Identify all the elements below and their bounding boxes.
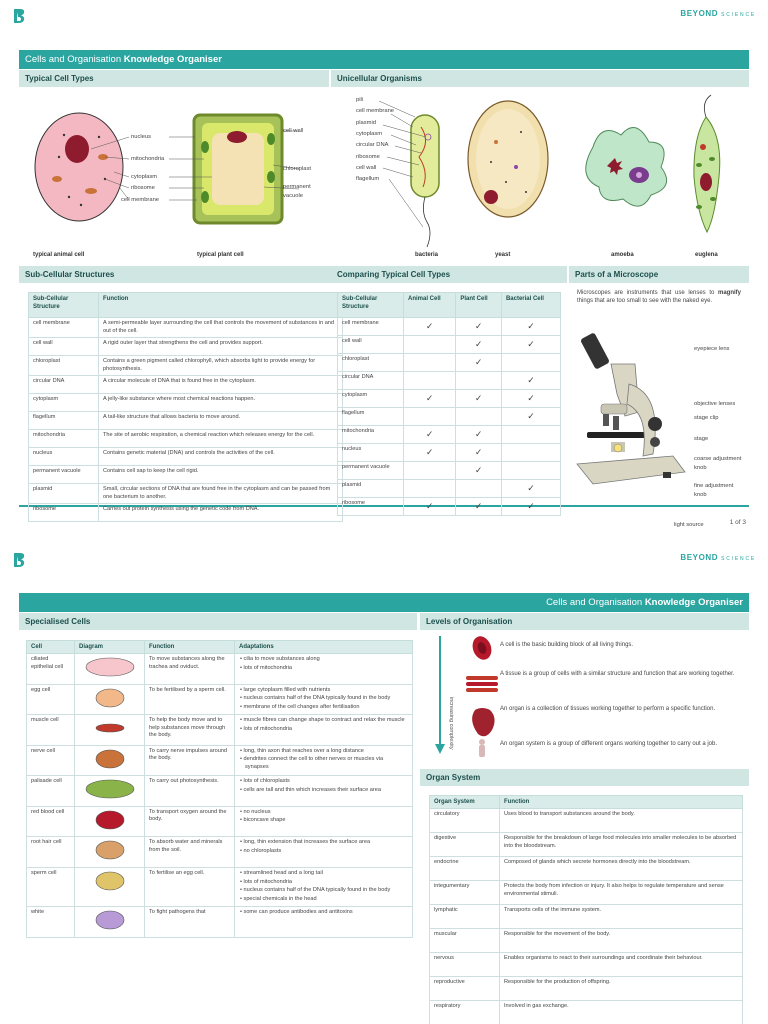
structure-name: ribosome (29, 504, 99, 522)
section-heading: Sub-Cellular Structures (19, 266, 349, 283)
cell-name: white (27, 907, 75, 938)
bacterial-tick: ✓ (501, 318, 560, 336)
structure-name: cell wall (29, 338, 99, 356)
cell-name: palisade cell (27, 776, 75, 807)
label-mitochondria: mitochondria (131, 156, 165, 162)
adaptation-item: • nucleus contains half of the DNA typically found in the body (239, 887, 408, 895)
organ-system-function: Responsible for the production of offspring. (500, 977, 743, 1001)
cell-diagram (75, 837, 145, 868)
animal-tick: ✓ (404, 390, 456, 408)
specialised-cells-section (19, 613, 417, 1024)
col-header: Function (99, 293, 343, 318)
structure-function: A jelly-like substance where most chemical reactions happen. (99, 394, 343, 412)
structure-name: permanent vacuole (338, 462, 404, 480)
cell-function: To fertilise an egg cell. (145, 868, 235, 907)
table-row (338, 444, 561, 462)
label-vacuole-2: vacuole (283, 193, 303, 199)
complexity-axis: increasing complexity (448, 697, 454, 750)
bacterial-tick: ✓ (501, 408, 560, 426)
animal-tick (404, 480, 456, 498)
adaptation-item: • large cytoplasm filled with nutrients (239, 687, 408, 695)
adaptation-list (239, 656, 408, 672)
adaptation-list (239, 748, 408, 772)
table-row (430, 857, 743, 881)
table-row (338, 498, 561, 516)
structure-name: circular DNA (338, 372, 404, 390)
table-row (27, 776, 413, 807)
label-coarse-adjustment: coarse adjustment (694, 456, 742, 462)
cell-adaptations (235, 654, 413, 685)
sub-cellular-table (28, 292, 343, 522)
adaptation-item: • cilia to move substances along (239, 656, 408, 664)
table-row (338, 480, 561, 498)
col-header: Bacterial Cell (501, 293, 560, 318)
structure-name: cell wall (338, 336, 404, 354)
label-cytoplasm: cytoplasm (131, 174, 158, 180)
structure-name: plasmid (29, 484, 99, 504)
bacterial-tick: ✓ (501, 390, 560, 408)
cell-name: sperm cell (27, 868, 75, 907)
table-row (29, 466, 343, 484)
organ-system-name: nervous (430, 953, 500, 977)
label-flagellum: flagellum (356, 176, 380, 182)
organ-system-section (420, 769, 749, 1024)
cell-adaptations (235, 684, 413, 715)
cell-diagram (75, 745, 145, 776)
plant-tick: ✓ (456, 462, 502, 480)
label-pili: pili (356, 97, 364, 103)
cell-function: To transport oxygen around the body. (145, 806, 235, 837)
structure-function: Contains genetic material (DNA) and controls the activities of the cell. (99, 448, 343, 466)
table-row (29, 504, 343, 522)
plant-tick (456, 480, 502, 498)
label-vacuole: permanent (283, 184, 311, 190)
cell-diagram-icon (82, 809, 138, 831)
structure-name: flagellum (338, 408, 404, 426)
table-row (338, 336, 561, 354)
table-row (338, 390, 561, 408)
cell-name: nerve cell (27, 745, 75, 776)
specialised-cells-table (26, 640, 413, 938)
adaptation-item: • long, thin extension that increases the surface area (239, 839, 408, 847)
adaptation-item: • cells are tall and thin which increases their surface area (239, 787, 408, 795)
table-row (338, 462, 561, 480)
cell-adaptations (235, 806, 413, 837)
cell-diagram (75, 654, 145, 685)
adaptation-item: • lots of mitochondria (239, 665, 408, 673)
table-row (29, 338, 343, 356)
adaptation-list (239, 839, 408, 855)
animal-tick: ✓ (404, 426, 456, 444)
table-row (338, 372, 561, 390)
comparing-cell-types-section (331, 266, 567, 512)
adaptation-item: • lots of mitochondria (239, 726, 408, 734)
structure-name: nucleus (29, 448, 99, 466)
animal-tick (404, 336, 456, 354)
organ-system-name: lymphatic (430, 905, 500, 929)
adaptation-item: • lots of chloroplasts (239, 778, 408, 786)
cell-adaptations (235, 837, 413, 868)
bacterial-tick (501, 462, 560, 480)
table-row (27, 806, 413, 837)
levels-of-organisation-section (420, 613, 749, 761)
section-heading: Parts of a Microscope (569, 266, 749, 283)
label-cell-membrane: cell membrane (356, 108, 395, 114)
table-row (430, 953, 743, 977)
col-header: Sub-Cellular Structure (29, 293, 99, 318)
caption-plant-cell: typical plant cell (197, 252, 244, 258)
label-ribosome: ribosome (131, 185, 155, 191)
structure-name: cytoplasm (338, 390, 404, 408)
adaptation-item: • biconcave shape (239, 817, 408, 825)
caption-bacteria: bacteria (415, 252, 439, 258)
table-row (27, 715, 413, 746)
organ-system-name: muscular (430, 929, 500, 953)
cell-diagram-icon (82, 748, 138, 770)
table-row (430, 977, 743, 1001)
page-header (0, 0, 768, 30)
adaptation-list (239, 809, 408, 825)
caption-animal-cell: typical animal cell (33, 252, 85, 258)
animal-tick (404, 462, 456, 480)
table-row (27, 745, 413, 776)
typical-cell-types-section (19, 70, 329, 264)
organ-system-function: Responsible for the movement of the body. (500, 929, 743, 953)
structure-name: circular DNA (29, 376, 99, 394)
cell-diagram (75, 806, 145, 837)
label-cell-wall: cell wall (356, 165, 377, 171)
caption-euglena: euglena (695, 252, 718, 258)
col-header: Sub-Cellular Structure (338, 293, 404, 318)
animal-plant-cell-diagram-icon (19, 87, 329, 263)
organ-system-function: Responsible for the breakdown of large food molecules into smaller molecules to be absorbed into the bloodstream. (500, 833, 743, 857)
caption-yeast: yeast (495, 252, 511, 258)
section-heading: Unicellular Organisms (331, 70, 749, 87)
animal-tick: ✓ (404, 318, 456, 336)
page-title: Cells and Organisation Knowledge Organiser (19, 50, 749, 69)
table-row (338, 354, 561, 372)
organ-system-name: circulatory (430, 809, 500, 833)
adaptation-item: • lots of mitochondria (239, 879, 408, 887)
organ-system-name: digestive (430, 833, 500, 857)
adaptation-item: • streamlined head and a long tail (239, 870, 408, 878)
structure-function: Contains a green pigment called chlorophyll, which absorbs light to provide energy for photosynthesis. (99, 356, 343, 376)
table-row (430, 833, 743, 857)
level-tissue: A tissue is a group of cells with a similar structure and function that are working together. (500, 671, 735, 677)
col-header: Animal Cell (404, 293, 456, 318)
plant-tick (456, 408, 502, 426)
label-chloroplast: chloroplast (283, 166, 312, 172)
structure-function: A semi-permeable layer surrounding the cell that controls the movement of substances in and out of the cell. (99, 318, 343, 338)
organ-system-name: reproductive (430, 977, 500, 1001)
adaptation-item: • some can produce antibodies and antitoxins (239, 909, 408, 917)
beyond-logo-icon (12, 8, 26, 24)
adaptation-item: • dendrites connect the cell to other nerves or muscles via synapses (239, 756, 408, 771)
structure-function: A rigid outer layer that strengthens the cell and provides support. (99, 338, 343, 356)
cell-function: To fight pathogens that (145, 907, 235, 938)
cell-function: To carry out photosynthesis. (145, 776, 235, 807)
cell-diagram-icon (82, 778, 138, 800)
unicellular-organisms-section (331, 70, 749, 264)
cell-adaptations (235, 776, 413, 807)
cell-diagram (75, 907, 145, 938)
table-row (430, 1001, 743, 1024)
table-row (338, 318, 561, 336)
comparing-table (337, 292, 561, 516)
label-nucleus: nucleus (131, 134, 151, 140)
cell-diagram (75, 776, 145, 807)
table-row (29, 484, 343, 504)
organ-system-name: integumentary (430, 881, 500, 905)
table-row (29, 430, 343, 448)
level-cell: A cell is the basic building block of all living things. (500, 642, 634, 648)
bacterial-tick (501, 444, 560, 462)
structure-function: A tail-like structure that allows bacteria to move around. (99, 412, 343, 430)
adaptation-list (239, 687, 408, 712)
adaptation-item: • nucleus contains half of the DNA typically found in the body (239, 695, 408, 703)
label-eyepiece-lens: eyepiece lens (694, 346, 730, 352)
section-heading: Levels of Organisation (420, 613, 749, 630)
cell-name: egg cell (27, 684, 75, 715)
table-row (29, 318, 343, 338)
col-header: Function (500, 796, 743, 809)
microscope-icon (573, 324, 693, 504)
table-row (29, 448, 343, 466)
table-row (338, 408, 561, 426)
table-row (27, 907, 413, 938)
beyond-logo-icon (12, 552, 26, 568)
label-light-source: light source (674, 522, 704, 528)
cell-adaptations (235, 907, 413, 938)
cell-diagram-icon (82, 909, 138, 931)
table-row (27, 868, 413, 907)
table-row (430, 905, 743, 929)
adaptation-item: • muscle fibres can change shape to contract and relax the muscle (239, 717, 408, 725)
structure-name: flagellum (29, 412, 99, 430)
adaptation-item: • long, thin axon that reaches over a long distance (239, 748, 408, 756)
cell-function: To be fertilised by a sperm cell. (145, 684, 235, 715)
table-row (29, 394, 343, 412)
bacterial-tick: ✓ (501, 336, 560, 354)
adaptation-list (239, 717, 408, 733)
col-header: Cell (27, 641, 75, 654)
bacterial-tick: ✓ (501, 480, 560, 498)
level-organ-system: An organ system is a group of different organs working together to carry out a job. (500, 741, 718, 747)
bacterial-tick (501, 354, 560, 372)
plant-tick: ✓ (456, 354, 502, 372)
table-row (27, 654, 413, 685)
organ-system-name: respiratory (430, 1001, 500, 1024)
cell-diagram (75, 868, 145, 907)
col-header: Organ System (430, 796, 500, 809)
level-organ: An organ is a collection of tissues working together to perform a specific function. (500, 706, 716, 712)
structure-name: plasmid (338, 480, 404, 498)
plant-tick: ✓ (456, 390, 502, 408)
plant-tick: ✓ (456, 318, 502, 336)
label-objective-lenses: objective lenses (694, 401, 736, 407)
structure-function: A circular molecule of DNA that is found free in the cytoplasm. (99, 376, 343, 394)
adaptation-item: • membrane of the cell changes after fertilisation (239, 704, 408, 712)
structure-name: ribosome (338, 498, 404, 516)
section-heading: Comparing Typical Cell Types (331, 266, 567, 283)
adaptation-list (239, 870, 408, 903)
cell-name: muscle cell (27, 715, 75, 746)
cell-diagram-icon (82, 717, 138, 739)
col-header: Plant Cell (456, 293, 502, 318)
table-row (430, 809, 743, 833)
cell-adaptations (235, 868, 413, 907)
structure-function: Small, circular sections of DNA that are found free in the cytoplasm and can be passed from one bacterium to another. (99, 484, 343, 504)
structure-function: Carries out protein synthesis using the genetic code from DNA. (99, 504, 343, 522)
plant-tick (456, 372, 502, 390)
adaptation-item: • no chloroplasts (239, 848, 408, 856)
table-row (29, 412, 343, 430)
plant-tick: ✓ (456, 444, 502, 462)
sub-cellular-structures-section (19, 266, 349, 513)
cell-name: red blood cell (27, 806, 75, 837)
adaptation-list (239, 909, 408, 917)
bacterial-tick: ✓ (501, 372, 560, 390)
organ-system-function: Composed of glands which secrete hormones directly into the bloodstream. (500, 857, 743, 881)
cell-function: To absorb water and minerals from the soil. (145, 837, 235, 868)
structure-function: The site of aerobic respiration, a chemical reaction which releases energy for the cell. (99, 430, 343, 448)
cell-diagram-icon (82, 870, 138, 892)
plant-tick: ✓ (456, 336, 502, 354)
structure-name: cell membrane (29, 318, 99, 338)
section-heading: Typical Cell Types (19, 70, 329, 87)
page-header-2 (0, 544, 768, 574)
organ-system-function: Involved in gas exchange. (500, 1001, 743, 1024)
cell-function: To help the body move and to help substances move through the body. (145, 715, 235, 746)
animal-tick: ✓ (404, 498, 456, 516)
col-header: Adaptations (235, 641, 413, 654)
adaptation-item: • special chemicals in the head (239, 896, 408, 904)
label-cell-membrane: cell membrane (121, 197, 160, 203)
table-row (27, 684, 413, 715)
cell-diagram-icon (82, 687, 138, 709)
knowledge-organiser-page-2 (19, 593, 749, 1024)
organ-system-function: Enables organisms to react to their surroundings and coordinate their behaviour. (500, 953, 743, 977)
animal-tick: ✓ (404, 444, 456, 462)
label-stage: stage (694, 436, 709, 442)
col-header: Diagram (75, 641, 145, 654)
page-title: Cells and Organisation Knowledge Organiser (19, 593, 749, 612)
label-stage-clip: stage clip (694, 415, 719, 421)
cell-adaptations (235, 715, 413, 746)
cell-diagram-icon (82, 656, 138, 678)
brand-wordmark: BEYOND SCIENCE (680, 9, 756, 18)
cell-name: ciliated epithelial cell (27, 654, 75, 685)
cell-name: root hair cell (27, 837, 75, 868)
col-header: Function (145, 641, 235, 654)
animal-tick (404, 372, 456, 390)
table-row (29, 356, 343, 376)
structure-name: permanent vacuole (29, 466, 99, 484)
structure-name: cytoplasm (29, 394, 99, 412)
cell-function: To move substances along the trachea and oviduct. (145, 654, 235, 685)
section-heading: Specialised Cells (19, 613, 417, 630)
structure-name: chloroplast (29, 356, 99, 376)
organ-system-function: Transports cells of the immune system. (500, 905, 743, 929)
label-ribosome: ribosome (356, 154, 380, 160)
table-row (27, 837, 413, 868)
table-row (430, 929, 743, 953)
structure-name: mitochondria (338, 426, 404, 444)
organ-system-function: Uses blood to transport substances around the body. (500, 809, 743, 833)
structure-name: chloroplast (338, 354, 404, 372)
label-cell-wall: cell wall (283, 128, 304, 134)
structure-name: nucleus (338, 444, 404, 462)
table-row (338, 426, 561, 444)
page-number: 1 of 3 (729, 519, 746, 526)
microscope-intro: Microscopes are instruments that use lenses to magnify things that are too small to see with the naked eye. (577, 290, 741, 305)
label-fine-adjustment-2: knob (694, 492, 707, 498)
adaptation-item: • no nucleus (239, 809, 408, 817)
microscope-section (569, 266, 749, 505)
cell-diagram (75, 715, 145, 746)
structure-name: cell membrane (338, 318, 404, 336)
organ-system-table (429, 795, 743, 1024)
caption-amoeba: amoeba (611, 252, 634, 258)
bacterial-tick: ✓ (501, 498, 560, 516)
cell-adaptations (235, 745, 413, 776)
section-heading: Organ System (420, 769, 749, 786)
label-fine-adjustment: fine adjustment (694, 483, 734, 489)
adaptation-list (239, 778, 408, 794)
structure-name: mitochondria (29, 430, 99, 448)
organ-system-function: Protects the body from infection or injury. It also helps to regulate temperature and sense environmental stimuli. (500, 881, 743, 905)
cell-diagram (75, 684, 145, 715)
cell-diagram-icon (82, 839, 138, 861)
label-plasmid: plasmid (356, 120, 376, 126)
animal-tick (404, 354, 456, 372)
cell-function: To carry nerve impulses around the body. (145, 745, 235, 776)
label-coarse-adjustment-2: knob (694, 465, 707, 471)
structure-function: Contains cell sap to keep the cell rigid. (99, 466, 343, 484)
brand-wordmark: BEYOND SCIENCE (680, 553, 756, 562)
plant-tick: ✓ (456, 498, 502, 516)
bacterial-tick (501, 426, 560, 444)
table-row (29, 376, 343, 394)
label-circular-dna: circular DNA (356, 142, 389, 148)
organ-system-name: endocrine (430, 857, 500, 881)
table-row (430, 881, 743, 905)
animal-tick (404, 408, 456, 426)
label-cytoplasm: cytoplasm (356, 131, 383, 137)
plant-tick: ✓ (456, 426, 502, 444)
